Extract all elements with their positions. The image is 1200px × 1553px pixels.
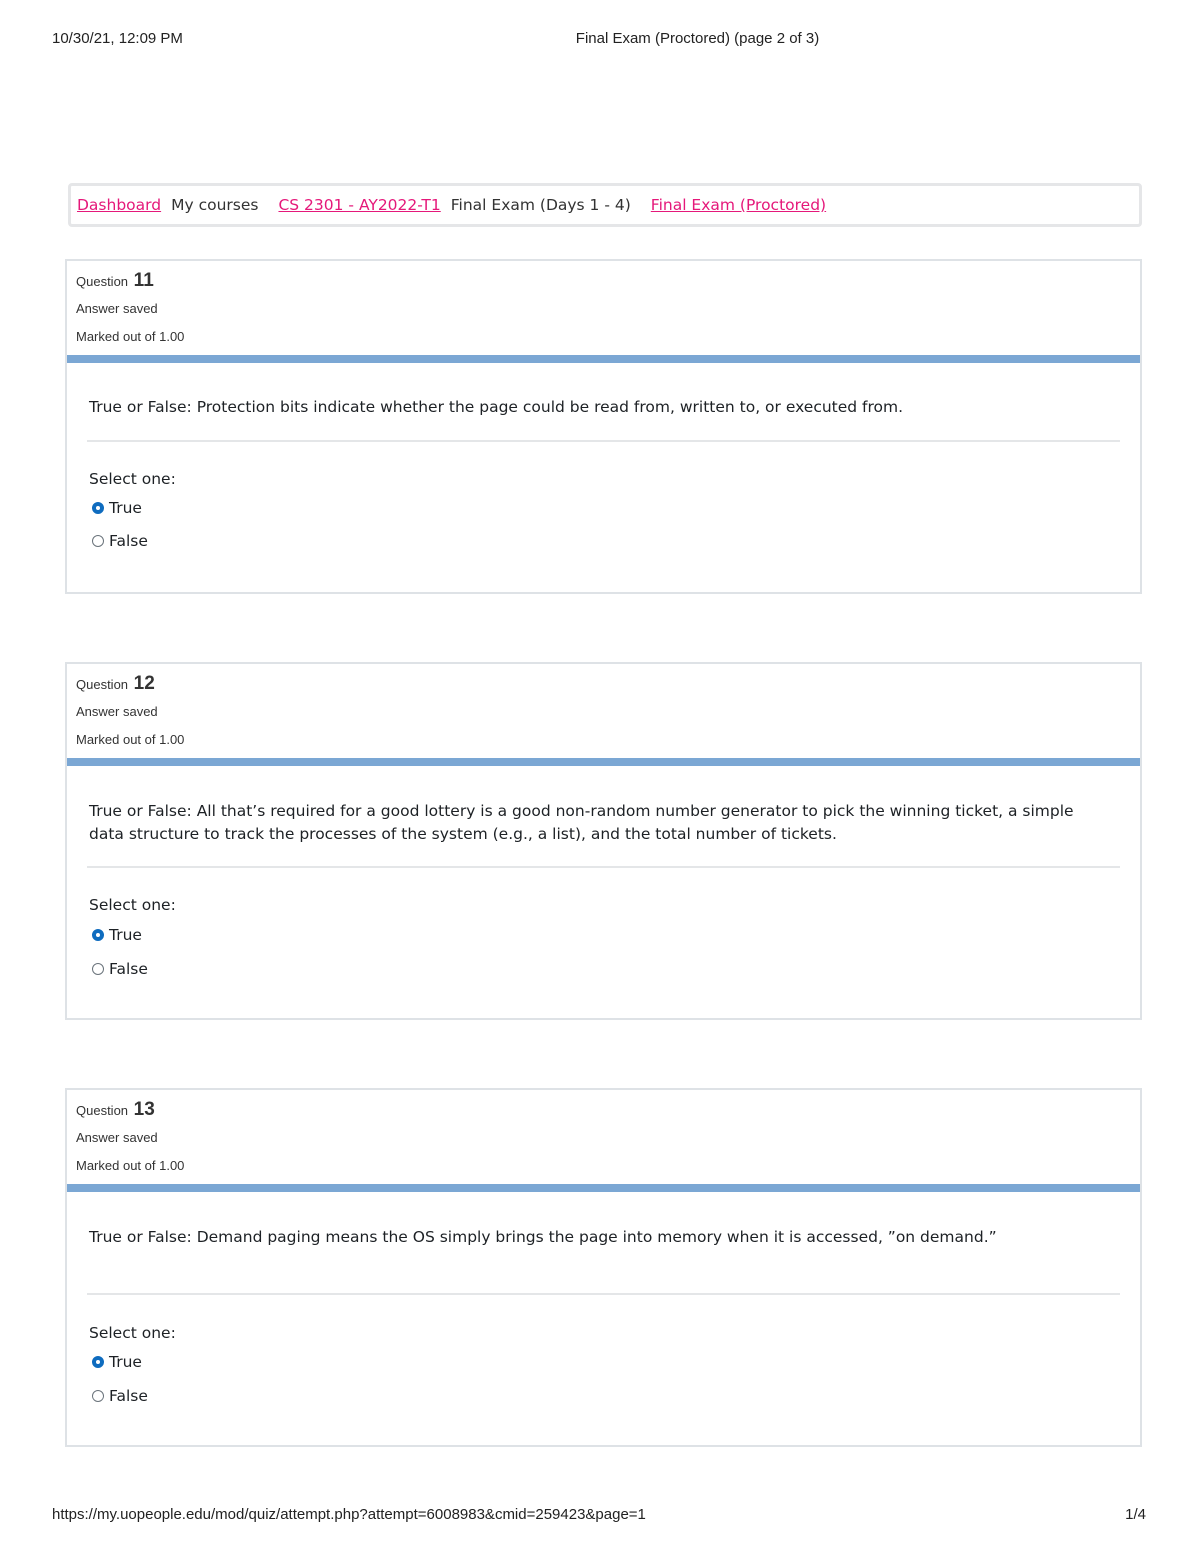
divider [87,440,1120,442]
question-accent-bar [67,1184,1140,1192]
select-one-prompt: Select one: [89,470,176,488]
option-true[interactable] [92,1353,142,1371]
option-true[interactable] [92,499,142,517]
question-text: True or False: All that’s required for a good lottery is a good non-random number generator to pick the winning ticket, a simple data structure to track the processes of the system (e.g., a list), and the total number of tickets. [89,802,1074,843]
question-text: True or False: Demand paging means the OS simply brings the page into memory when it is accessed, ”on demand.” [89,1228,997,1246]
option-false[interactable] [92,532,148,550]
question-number: Question 13 [76,1099,155,1120]
option-label: False [109,960,148,978]
question-number: Question 11 [76,270,154,291]
divider [87,866,1120,868]
option-true[interactable] [92,926,142,944]
breadcrumb-quiz-link[interactable]: Final Exam (Proctored) [650,196,827,214]
option-false[interactable] [92,960,148,978]
radio-unselected-icon[interactable] [92,1390,104,1402]
question-grade: Marked out of 1.00 [76,1158,185,1173]
breadcrumb-dashboard-link[interactable]: Dashboard [77,196,162,214]
print-title: Final Exam (Proctored) (page 2 of 3) [575,30,820,47]
option-label: False [109,532,148,550]
radio-selected-icon[interactable] [92,929,104,941]
option-false[interactable] [92,1387,148,1405]
question-number: Question 12 [76,673,155,694]
question-state: Answer saved [76,301,158,316]
breadcrumb-course-link[interactable]: CS 2301 - AY2022-T1 [278,196,441,214]
question-info [67,664,1140,758]
question-grade: Marked out of 1.00 [76,329,185,344]
question-state: Answer saved [76,704,158,719]
option-label: False [109,1387,148,1405]
breadcrumb-my-courses: My courses [171,196,259,214]
radio-unselected-icon[interactable] [92,963,104,975]
option-label: True [109,499,142,517]
option-label: True [109,1353,142,1371]
question-accent-bar [67,758,1140,766]
question-card [65,662,1142,1020]
option-label: True [109,926,142,944]
divider [87,1293,1120,1295]
breadcrumb-section: Final Exam (Days 1 - 4) [450,196,631,214]
question-info [67,261,1140,355]
print-page-number: 1/4 [1125,1506,1146,1523]
question-card [65,1088,1142,1447]
question-card [65,259,1142,594]
breadcrumb [68,183,1142,227]
question-accent-bar [67,355,1140,363]
question-info [67,1090,1140,1184]
radio-selected-icon[interactable] [92,1356,104,1368]
question-grade: Marked out of 1.00 [76,732,185,747]
radio-selected-icon[interactable] [92,502,104,514]
print-url: https://my.uopeople.edu/mod/quiz/attempt.php?attempt=6008983&cmid=259423&page=1 [52,1506,646,1523]
radio-unselected-icon[interactable] [92,535,104,547]
select-one-prompt: Select one: [89,1324,176,1342]
question-state: Answer saved [76,1130,158,1145]
question-text: True or False: Protection bits indicate whether the page could be read from, written to, or executed from. [89,398,904,416]
select-one-prompt: Select one: [89,896,176,914]
print-datetime: 10/30/21, 12:09 PM [52,30,183,47]
